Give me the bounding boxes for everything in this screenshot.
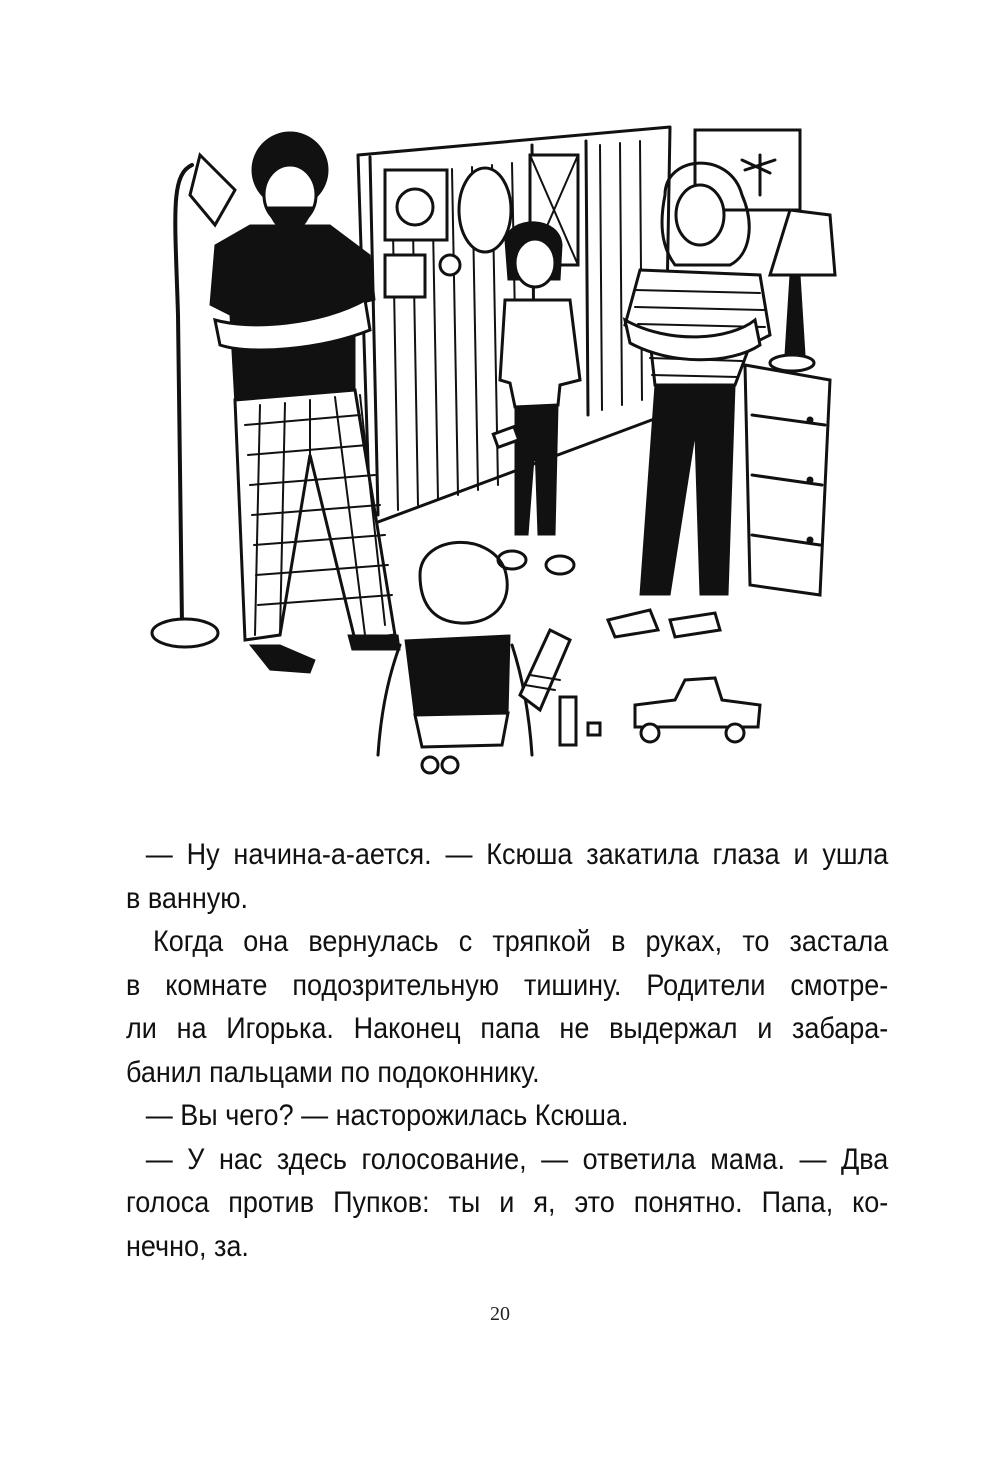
text-line: — Вы чего? — насторожилась Ксюша. [145, 1099, 629, 1132]
text-line: в ванную. [126, 881, 248, 915]
paragraph [126, 1094, 888, 1138]
text-line: нечно, за. [126, 1229, 249, 1263]
text-line: — Ну начина-а-ается. — Ксюша закатила глаза и ушла [145, 838, 889, 871]
story-text [126, 833, 888, 1268]
dresser [745, 210, 835, 595]
paragraph [126, 833, 888, 920]
text-line: в комнате подозрительную тишину. Родители смотре- [126, 968, 889, 1002]
boy-figure [378, 542, 570, 755]
family-scene-illustration [130, 115, 860, 795]
paragraph [126, 1138, 888, 1269]
text-line: Когда она вернулась с тряпкой в руках, то застала [153, 925, 889, 958]
text-line: — У нас здесь голосование, — ответила мама. — Два [145, 1142, 889, 1176]
page-number: 20 [490, 1303, 510, 1325]
text-line: ли на Игорька. Наконец папа не выдержал и забара- [126, 1012, 889, 1045]
paragraph [126, 920, 888, 1094]
floor-lamp [152, 155, 235, 647]
daughter-figure [493, 222, 580, 574]
text-line: голоса против Пупков: ты и я, это понятно. Папа, ко- [126, 1186, 889, 1219]
text-line: банил пальцами по подоконнику. [126, 1055, 540, 1089]
